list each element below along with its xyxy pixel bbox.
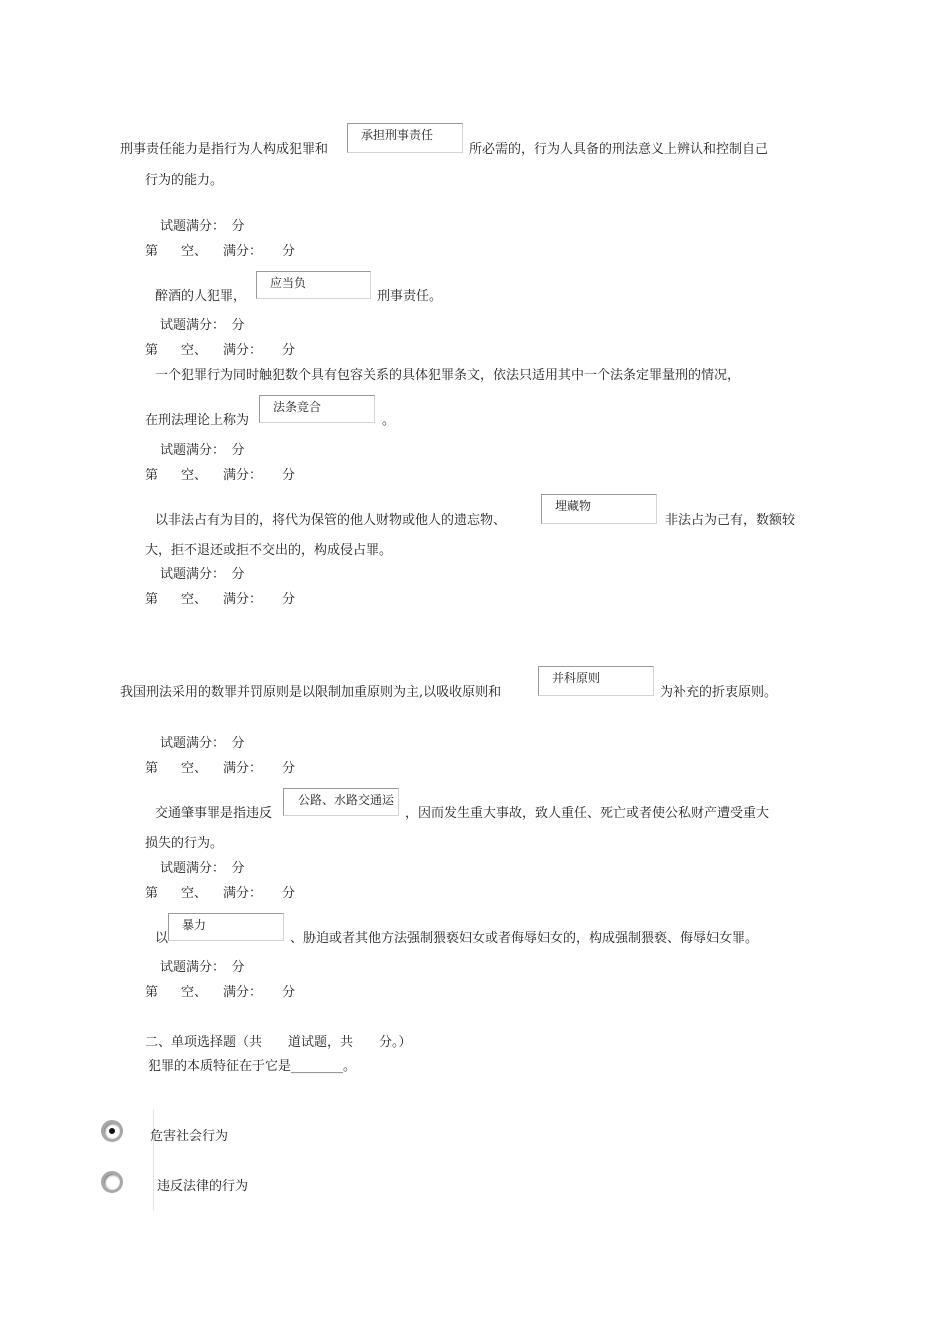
q6-text-line2: 损失的行为。 xyxy=(145,836,224,851)
blank-label-unit: 分 xyxy=(282,468,296,483)
q6-score-line: 试题满分： 分 xyxy=(160,861,245,876)
q2-text-after: 刑事责任。 xyxy=(377,289,443,304)
blank-label-ordinal: 第 xyxy=(145,592,159,607)
radio-selected-dot-icon xyxy=(109,1128,115,1134)
option-1-radio[interactable] xyxy=(101,1120,123,1142)
q4-score-line: 试题满分： 分 xyxy=(160,567,245,582)
blank-label-kong: 空、 xyxy=(181,985,208,1000)
blank-label-unit: 分 xyxy=(282,761,296,776)
q6-answer-field[interactable]: 公路、水路交通运 xyxy=(283,788,399,816)
q1-score-line: 试题满分： 分 xyxy=(160,219,245,234)
blank-label-unit: 分 xyxy=(282,886,296,901)
q1-text-after: 所必需的，行为人具备的刑法意义上辨认和控制自己 xyxy=(469,142,769,157)
blank-label-kong: 空、 xyxy=(181,244,208,259)
q7-answer-field[interactable]: 暴力 xyxy=(168,913,284,941)
options-divider xyxy=(153,1110,154,1210)
section2-heading: 二、单项选择题（共 道试题，共 分。） xyxy=(145,1035,412,1050)
q5-score-line: 试题满分： 分 xyxy=(160,736,245,751)
q2-answer-field[interactable]: 应当负 xyxy=(256,271,371,299)
blank-label-kong: 空、 xyxy=(181,343,208,358)
q3-answer-field[interactable]: 法条竞合 xyxy=(259,395,375,423)
blank-label-score: 满分： xyxy=(223,985,263,1000)
blank-label-score: 满分： xyxy=(223,886,263,901)
blank-label-score: 满分： xyxy=(223,761,263,776)
blank-label-ordinal: 第 xyxy=(145,761,159,776)
blank-label-kong: 空、 xyxy=(181,592,208,607)
q3-text-after: 。 xyxy=(382,413,396,428)
q3-text-line1: 一个犯罪行为同时触犯数个具有包容关系的具体犯罪条文，依法只适用其中一个法条定罪量刑的情况， xyxy=(155,368,741,383)
q7-text-before: 以 xyxy=(155,931,169,946)
blank-label-unit: 分 xyxy=(282,592,296,607)
q1-text-before: 刑事责任能力是指行为人构成犯罪和 xyxy=(120,142,329,157)
blank-label-score: 满分： xyxy=(223,468,263,483)
blank-label-ordinal: 第 xyxy=(145,886,159,901)
option-2-radio[interactable] xyxy=(101,1171,123,1193)
blank-label-ordinal: 第 xyxy=(145,343,159,358)
q4-text-before: 以非法占有为目的，将代为保管的他人财物或他人的遗忘物、 xyxy=(155,513,507,528)
blank-label-unit: 分 xyxy=(282,244,296,259)
q3-score-line: 试题满分： 分 xyxy=(160,443,245,458)
option-1-label: 危害社会行为 xyxy=(150,1129,229,1144)
blank-label-ordinal: 第 xyxy=(145,468,159,483)
blank-label-score: 满分： xyxy=(223,592,263,607)
q4-answer-field[interactable]: 埋藏物 xyxy=(541,494,657,524)
q1-answer-field[interactable]: 承担刑事责任 xyxy=(347,123,463,153)
q2-score-line: 试题满分： 分 xyxy=(160,318,245,333)
q7-score-line: 试题满分： 分 xyxy=(160,960,245,975)
blank-label-ordinal: 第 xyxy=(145,985,159,1000)
q1-text-line2: 行为的能力。 xyxy=(145,173,224,188)
blank-label-ordinal: 第 xyxy=(145,244,159,259)
blank-label-score: 满分： xyxy=(223,343,263,358)
blank-label-kong: 空、 xyxy=(181,468,208,483)
blank-label-score: 满分： xyxy=(223,244,263,259)
q5-answer-field[interactable]: 并科原则 xyxy=(538,666,654,696)
q6-text-after: ，因而发生重大事故，致人重任、死亡或者使公私财产遭受重大 xyxy=(405,806,770,821)
q5-text-after: 为补充的折衷原则。 xyxy=(660,685,778,700)
blank-label-kong: 空、 xyxy=(181,761,208,776)
q3-text-before: 在刑法理论上称为 xyxy=(145,413,250,428)
option-2-label: 违反法律的行为 xyxy=(157,1179,249,1194)
q5-text-before: 我国刑法采用的数罪并罚原则是以限制加重原则为主,以吸收原则和 xyxy=(120,685,502,700)
q2-text-before: 醉酒的人犯罪， xyxy=(155,289,247,304)
blank-label-kong: 空、 xyxy=(181,886,208,901)
q7-text-after: 、胁迫或者其他方法强制猥亵妇女或者侮辱妇女的，构成强制猥亵、侮辱妇女罪。 xyxy=(290,931,759,946)
section2-question: 犯罪的本质特征在于它是________。 xyxy=(148,1059,357,1074)
blank-label-unit: 分 xyxy=(282,985,296,1000)
q4-text-after: 非法占为己有，数额较 xyxy=(665,513,796,528)
q4-text-line2: 大，拒不退还或拒不交出的，构成侵占罪。 xyxy=(145,543,393,558)
blank-label-unit: 分 xyxy=(282,343,296,358)
q6-text-before: 交通肇事罪是指违反 xyxy=(155,806,273,821)
